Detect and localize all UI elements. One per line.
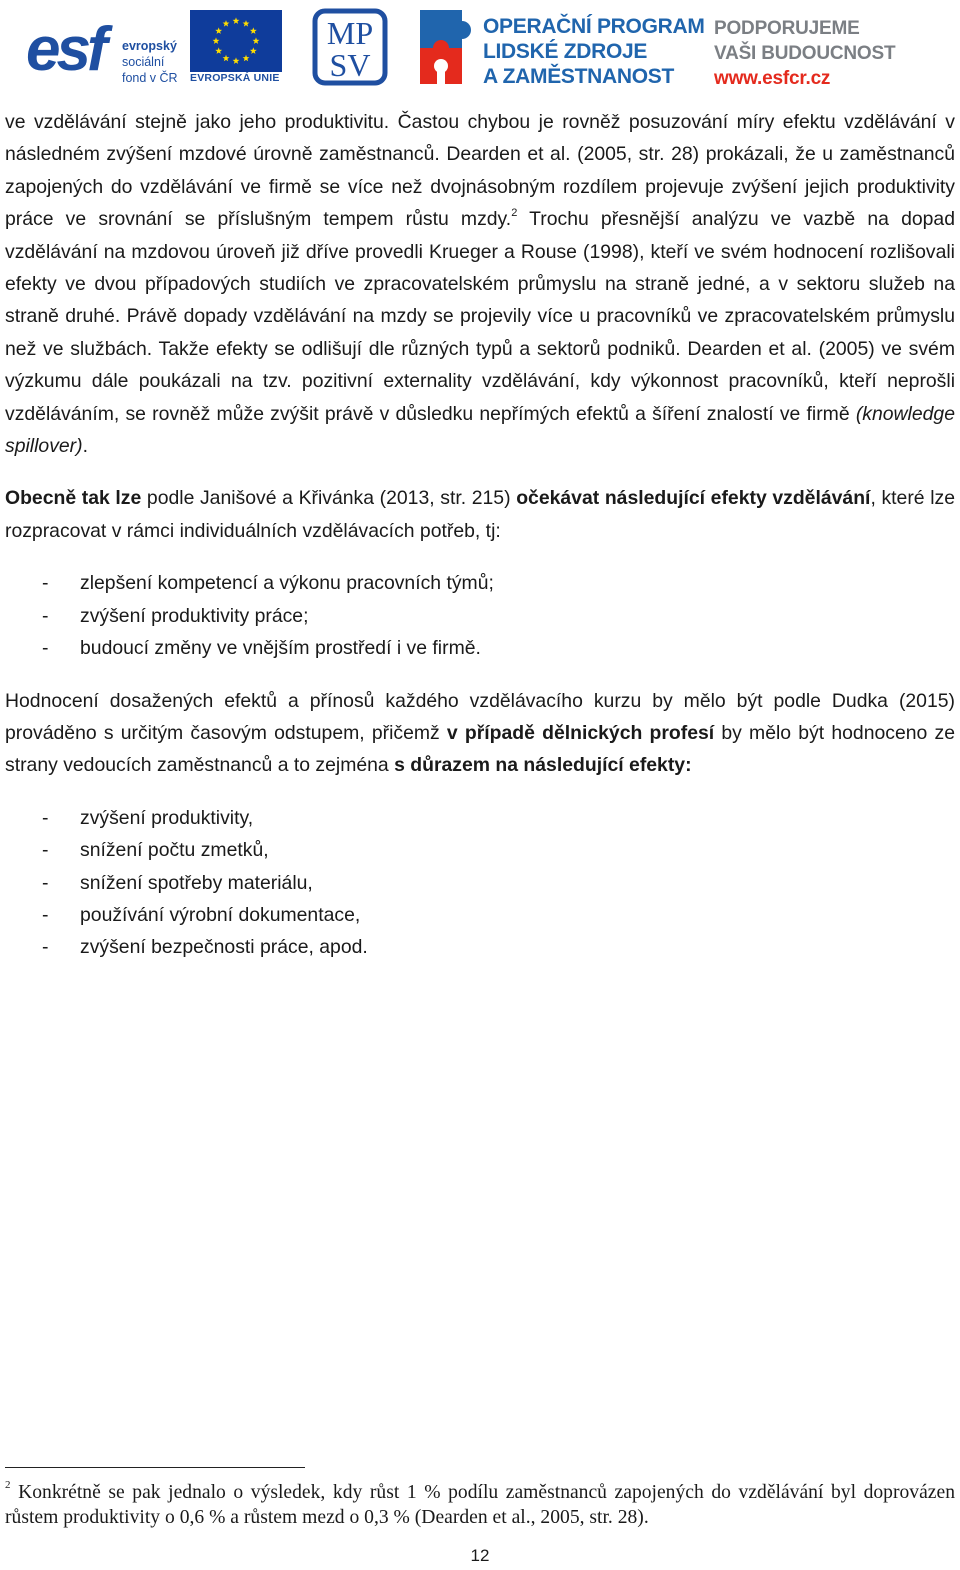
paragraph-1-text: ve vzdělávání stejně jako jeho produktivitu. Častou chybou je rovněž posuzování míry efektu vzdělávání v následném zvýšení mzdové úrovně zaměstnanců. Dearden et al. (2005, str. 28) prokázali, že u zaměstnanců zapojených do vzdělávání ve firmě se více než dvojnásobným rozdílem projevuje zvýšení jejich produktivity práce ve srovnání se příslušným tempem růstu mzdy.: [5, 111, 955, 231]
list-marker: -: [42, 903, 49, 926]
eu-caption: EVROPSKÁ UNIE: [190, 72, 280, 84]
list-item-text: budoucí změny ve vnějším prostředí i ve firmě.: [80, 637, 481, 660]
worker-effects-list: [5, 802, 955, 964]
program-line-1: OPERAČNÍ PROGRAM: [483, 15, 705, 38]
list-item: [5, 931, 955, 963]
list-item-text: snížení počtu zmetků,: [80, 839, 269, 862]
esf-line-3: fond v ČR: [122, 71, 178, 85]
program-title: [483, 14, 705, 89]
footnote-number: 2: [5, 1479, 11, 1492]
paragraph-1: [5, 106, 955, 462]
paragraph-1-end: .: [82, 435, 88, 458]
eu-flag-icon: [190, 10, 282, 72]
esf-line-1: evropský: [122, 39, 177, 53]
support-line-2: VAŠI BUDOUCNOST: [714, 43, 896, 64]
footnote-separator: [5, 1467, 305, 1468]
paragraph-3-start: Hodnocení dosažených efektů a přínosů každého vzdělávacího kurzu by mělo být podle Dudka (2015) prováděno s určitým časovým odstupem, přičemž: [5, 689, 955, 744]
page-header: [0, 0, 960, 95]
list-marker: -: [42, 936, 49, 959]
italic-term: (knowledge spillover): [5, 402, 955, 458]
esf-logo: [26, 8, 186, 86]
list-item-text: zvýšení produktivity,: [80, 806, 254, 829]
paragraph-2: [5, 482, 955, 547]
list-item: [5, 834, 955, 866]
mpsv-mark-top: MP: [326, 15, 374, 51]
effects-list: [5, 567, 955, 664]
support-line-1: PODPORUJEME: [714, 18, 860, 39]
list-item-text: zlepšení kompetencí a výkonu pracovních týmů;: [80, 572, 494, 595]
footnote-reference: 2: [511, 206, 518, 219]
list-item-text: používání výrobní dokumentace,: [80, 903, 361, 926]
program-line-3: A ZAMĚSTNANOST: [483, 65, 675, 88]
mpsv-logo: [312, 8, 388, 86]
list-item: [5, 632, 955, 664]
paragraph-1-continued: Trochu přesnější analýzu ve vazbě na dopad vzdělávání na mzdovou úroveň již dříve provedli Krueger a Rouse (1998), kteří ve svém hodnocení rozlišovali efekty ve dvou případových studiích ve zpracovatelském průmyslu na straně jedné, a v sektoru služeb na straně druhé. Právě dopady vzdělávání na mzdy se projevily více u pracovníků ve zpracovatelském průmyslu než ve službách. Takže efekty se odlišují dle různých typů a sektorů podniků. Dearden et al. (2005) ve svém výzkumu dále poukázali na tzv. pozitivní externality vzdělávání, kdy výkonnost pracovníků, kteří neprošli vzděláváním, se rovněž může zvýšit právě v důsledku nepřímých efektů a šíření znalostí ve firmě: [5, 208, 955, 425]
puzzle-person-icon: [418, 8, 480, 86]
program-line-2: LIDSKÉ ZDROJE: [483, 40, 648, 63]
paragraph-3-bold-middle: v případě dělnických profesí: [446, 721, 715, 744]
paragraph-3-middle: by mělo být hodnoceno ze strany vedoucích zaměstnanců a to zejména: [5, 721, 955, 777]
support-url: www.esfcr.cz: [714, 68, 831, 89]
list-item: [5, 899, 955, 931]
list-marker: -: [42, 871, 49, 894]
list-item: [5, 802, 955, 834]
list-marker: -: [42, 604, 49, 627]
list-marker: -: [42, 637, 49, 660]
paragraph-2-end: , které lze rozpracovat v rámci individuálních vzdělávacích potřeb, tj:: [5, 487, 955, 542]
list-item: [5, 600, 955, 632]
paragraph-3: [5, 685, 955, 782]
list-item: [5, 567, 955, 599]
esf-mark: esf: [26, 15, 104, 84]
list-item-text: zvýšení produktivity práce;: [80, 604, 309, 627]
list-item: [5, 867, 955, 899]
esf-line-2: sociální: [122, 55, 165, 69]
list-marker: -: [42, 572, 49, 595]
mpsv-mark-bottom: SV: [329, 47, 371, 83]
paragraph-3-bold-end: s důrazem na následující efekty:: [394, 754, 692, 777]
document-body: [5, 106, 955, 964]
list-marker: -: [42, 839, 49, 862]
paragraph-2-middle: podle Janišové a Křivánka (2013, str. 215): [141, 487, 517, 510]
footnote: [5, 1480, 955, 1530]
footnote-text: Konkrétně se pak jednalo o výsledek, kdy růst 1 % podílu zaměstnanců zapojených do vzdělávání byl doprovázen růstem produktivity o 0,6 % a růstem mezd o 0,3 % (Dearden et al., 2005, str. 28).: [5, 1482, 955, 1528]
list-item-text: zvýšení bezpečnosti práce, apod.: [80, 936, 368, 959]
paragraph-2-bold-start: Obecně tak lze: [5, 487, 142, 510]
paragraph-2-bold-middle: očekávat následující efekty vzdělávání: [516, 487, 871, 510]
list-item-text: snížení spotřeby materiálu,: [80, 871, 313, 894]
page-number: 12: [470, 1546, 490, 1565]
support-slogan: [714, 16, 895, 91]
list-marker: -: [42, 806, 49, 829]
